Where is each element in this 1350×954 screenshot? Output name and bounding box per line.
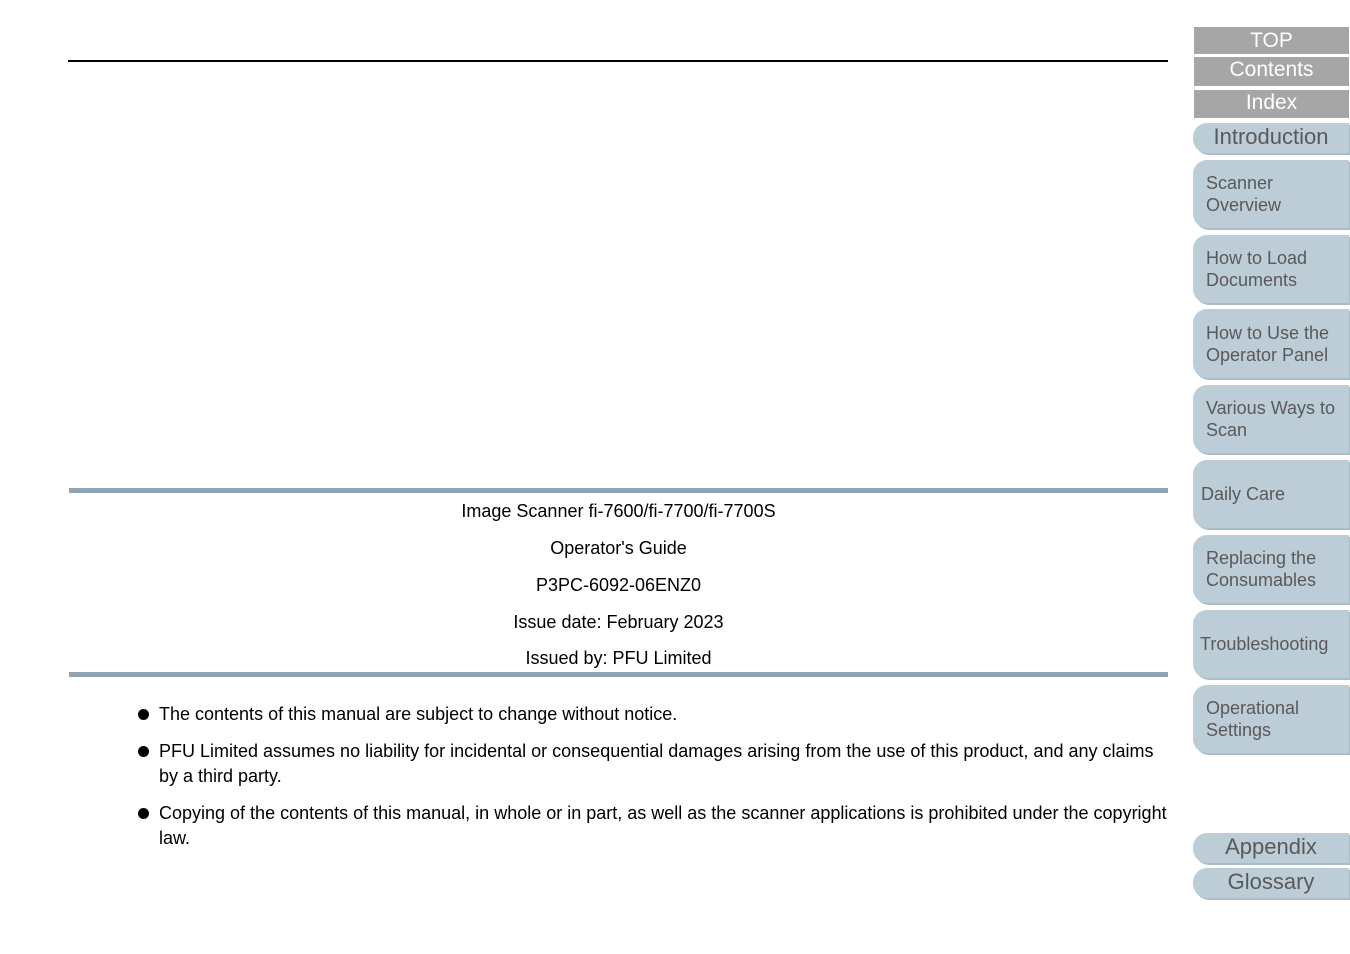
nav-tab-troubleshooting[interactable] — [1193, 610, 1349, 678]
nav-tab-introduction[interactable]: Introduction — [1193, 123, 1349, 153]
nav-tab-various-ways[interactable] — [1193, 385, 1349, 453]
info-top-rule — [69, 488, 1168, 493]
header-rule — [68, 60, 1168, 62]
nav-tab-label: How to Load Documents — [1206, 248, 1308, 290]
note-text: Copying of the contents of this manual, in whole or in part, as well as the scanner applications is prohibited under the copyright law. — [159, 803, 1167, 848]
nav-tab-label: Replacing the Consumables — [1206, 548, 1317, 590]
product-name: Image Scanner fi-7600/fi-7700/fi-7700S — [461, 501, 776, 521]
document-code: P3PC-6092-06ENZ0 — [535, 575, 702, 595]
nav-index-button[interactable]: Index — [1194, 90, 1349, 118]
nav-tab-appendix[interactable]: Appendix — [1193, 833, 1349, 863]
nav-tab-how-to-load[interactable] — [1193, 235, 1349, 303]
document-title: Operator's Guide — [550, 538, 687, 558]
nav-tab-label: Daily Care — [1201, 484, 1286, 504]
nav-tab-label: Troubleshooting — [1200, 634, 1329, 654]
nav-tab-operator-panel[interactable] — [1193, 309, 1349, 378]
nav-tab-daily-care[interactable] — [1193, 460, 1349, 528]
note-text: The contents of this manual are subject to change without notice. — [159, 704, 678, 724]
nav-top-button[interactable]: TOP — [1194, 27, 1349, 54]
list-item — [136, 702, 1176, 727]
notice-list — [136, 702, 1176, 863]
bullet-icon — [138, 746, 149, 757]
nav-tab-label: Various Ways to Scan — [1206, 398, 1336, 440]
list-item — [136, 801, 1176, 851]
nav-tab-operational-settings[interactable] — [1193, 685, 1349, 753]
nav-tab-scanner-overview[interactable] — [1193, 160, 1349, 228]
issue-date: Issue date: February 2023 — [513, 612, 724, 632]
info-bottom-rule — [69, 672, 1168, 677]
nav-tab-label: How to Use the Operator Panel — [1206, 322, 1330, 365]
nav-tab-label: Operational Settings — [1206, 698, 1300, 740]
bullet-icon — [138, 808, 149, 819]
list-item — [136, 739, 1176, 789]
nav-tab-replacing-consumables[interactable] — [1193, 535, 1349, 603]
note-text: PFU Limited assumes no liability for incidental or consequential damages arising from the use of this product, and any claims by a third party. — [159, 741, 1154, 786]
nav-tab-label: Scanner Overview — [1206, 173, 1282, 215]
document-info — [69, 488, 1168, 678]
issued-by: Issued by: PFU Limited — [525, 648, 712, 668]
bullet-icon — [138, 709, 149, 720]
nav-contents-button[interactable]: Contents — [1194, 57, 1349, 86]
nav-tab-glossary[interactable]: Glossary — [1193, 868, 1349, 898]
